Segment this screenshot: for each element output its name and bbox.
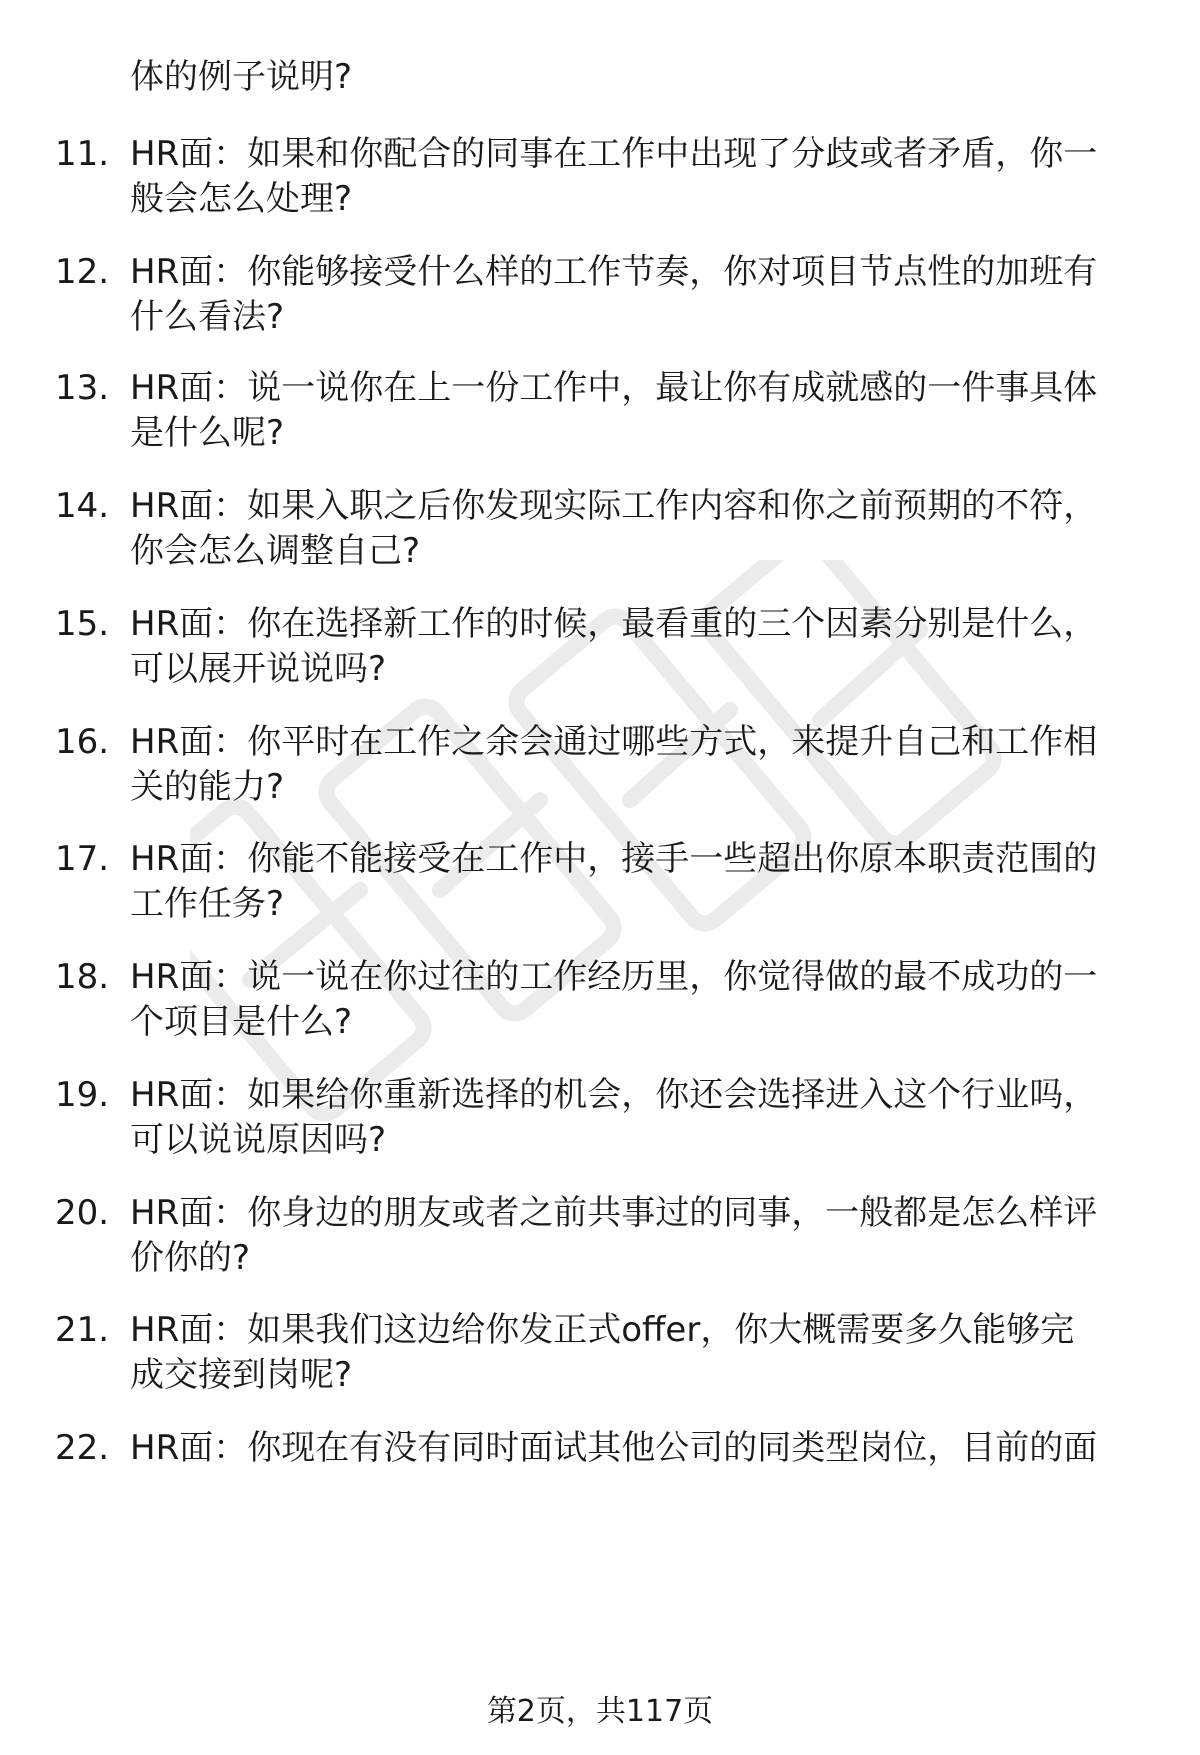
question-text-line-2: 可以说说原因吗?	[130, 1120, 387, 1160]
question-text-line-2: 成交接到岗呢?	[130, 1355, 353, 1395]
question-text-line-1: HR面：如果和你配合的同事在工作中出现了分歧或者矛盾，你一	[130, 134, 1098, 174]
question-text-line-2: 个项目是什么?	[130, 1002, 353, 1042]
question-text-line-1: HR面：你在选择新工作的时候，最看重的三个因素分别是什么，	[130, 604, 1098, 644]
question-text-line-2: 是什么呢?	[130, 413, 285, 453]
question-number: 21.	[55, 1310, 110, 1350]
question-number: 20.	[55, 1193, 110, 1233]
question-number: 18.	[55, 957, 110, 997]
question-number: 11.	[55, 134, 110, 174]
question-text-line-2: 价你的?	[130, 1238, 251, 1278]
page-footer: 第2页，共117页	[486, 1694, 714, 1729]
question-text-line-1: HR面：你现在有没有同时面试其他公司的同类型岗位，目前的面	[130, 1428, 1098, 1468]
question-text-line-1: HR面：说一说你在上一份工作中，最让你有成就感的一件事具体	[130, 368, 1098, 408]
question-text-line-2: 工作任务?	[130, 884, 285, 924]
question-text-line-1: HR面：你能不能接受在工作中，接手一些超出你原本职责范围的	[130, 839, 1098, 879]
question-number: 13.	[55, 368, 110, 408]
question-text-line-2: 你会怎么调整自己?	[130, 531, 421, 571]
question-number: 17.	[55, 839, 110, 879]
question-10-continuation: 体的例子说明?	[130, 57, 353, 97]
question-text-line-1: HR面：你身边的朋友或者之前共事过的同事，一般都是怎么样评	[130, 1193, 1098, 1233]
question-number: 19.	[55, 1075, 110, 1115]
question-text-line-1: HR面：如果我们这边给你发正式offer，你大概需要多久能够完	[130, 1310, 1075, 1350]
question-number: 16.	[55, 722, 110, 762]
question-number: 22.	[55, 1428, 110, 1468]
question-text-line-1: HR面：如果给你重新选择的机会，你还会选择进入这个行业吗，	[130, 1075, 1098, 1115]
question-number: 15.	[55, 604, 110, 644]
question-number: 14.	[55, 486, 110, 526]
question-text-line-1: HR面：你能够接受什么样的工作节奏，你对项目节点性的加班有	[130, 252, 1098, 292]
question-text-line-1: HR面：如果入职之后你发现实际工作内容和你之前预期的不符，	[130, 486, 1098, 526]
question-text-line-1: HR面：说一说在你过往的工作经历里，你觉得做的最不成功的一	[130, 957, 1098, 997]
question-text-line-2: 关的能力?	[130, 767, 285, 807]
question-text-line-2: 般会怎么处理?	[130, 179, 353, 219]
question-number: 12.	[55, 252, 110, 292]
question-text-line-2: 可以展开说说吗?	[130, 649, 387, 689]
question-text-line-2: 什么看法?	[130, 297, 285, 337]
question-text-line-1: HR面：你平时在工作之余会通过哪些方式，来提升自己和工作相	[130, 722, 1098, 762]
